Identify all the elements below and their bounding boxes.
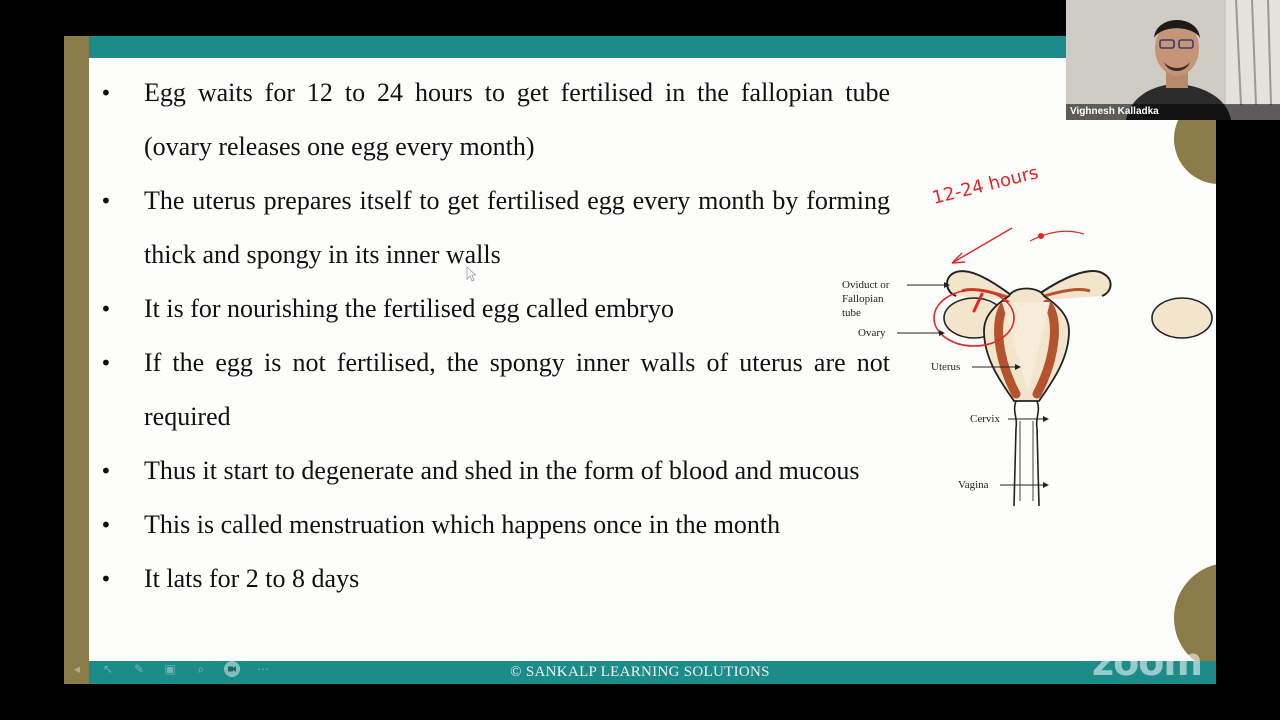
bullet-item: • Thus it start to degenerate and shed in the form of blood and mucous (100, 444, 890, 498)
pen-icon[interactable]: ✎ (133, 662, 145, 676)
label-oviduct-line3: tube (842, 307, 861, 319)
bullet-item: • It is for nourishing the fertilised egg called embryo (100, 282, 890, 336)
bullet-item: • Egg waits for 12 to 24 hours to get fertilised in the fallopian tube (ovary releases one egg every month) (100, 66, 890, 174)
label-vagina: Vagina (958, 479, 989, 491)
label-cervix: Cervix (970, 413, 1000, 425)
label-uterus: Uterus (931, 361, 961, 373)
participant-video-feed (1066, 0, 1280, 120)
handwritten-annotation (930, 162, 1084, 263)
video-icon[interactable] (221, 658, 243, 680)
bullet-item: • This is called menstruation which happens once in the month (100, 498, 890, 552)
bullet-item: • It lats for 2 to 8 days (100, 552, 890, 606)
annotation-arrowhead (952, 253, 965, 263)
label-ovary: Ovary (858, 327, 886, 339)
more-icon[interactable]: ⋯ (257, 662, 269, 676)
right-ovary (1152, 298, 1212, 338)
bullet-list (100, 66, 890, 606)
mouse-cursor-icon (466, 266, 476, 282)
participant-name: Vighnesh Kalladka (1066, 104, 1280, 120)
vagina-left-wall (1014, 401, 1016, 506)
label-oviduct-line2: Fallopian (842, 293, 884, 305)
slides-icon[interactable]: ▣ (164, 662, 176, 676)
uterus-diagram (834, 156, 1216, 506)
label-oviduct-line1: Oviduct or (842, 279, 890, 291)
zoom-magnifier-icon[interactable]: ⌕ (197, 661, 205, 676)
presentation-slide (64, 36, 1216, 684)
back-icon[interactable]: ◂ (73, 662, 81, 676)
slide-top-accent-bar (89, 36, 1216, 58)
slide-footer: © SANKALP LEARNING SOLUTIONS (510, 664, 770, 680)
annotation-dot (1038, 233, 1044, 239)
bullet-item: • If the egg is not fertilised, the spongy inner walls of uterus are not required (100, 336, 890, 444)
bullet-item: • The uterus prepares itself to get fertilised egg every month by forming thick and spongy in its inner walls (100, 174, 890, 282)
annotation-text: 12-24 hours (930, 162, 1041, 209)
vagina-right-wall (1037, 401, 1039, 506)
slide-left-accent-bar (64, 36, 89, 684)
annotation-arrow-shaft (952, 228, 1012, 263)
participant-video-tile[interactable] (1066, 0, 1280, 120)
zoom-logo: zoom (1092, 640, 1202, 684)
zoom-annotation-toolbar (66, 658, 274, 680)
pointer-icon[interactable]: ↖ (102, 662, 114, 676)
